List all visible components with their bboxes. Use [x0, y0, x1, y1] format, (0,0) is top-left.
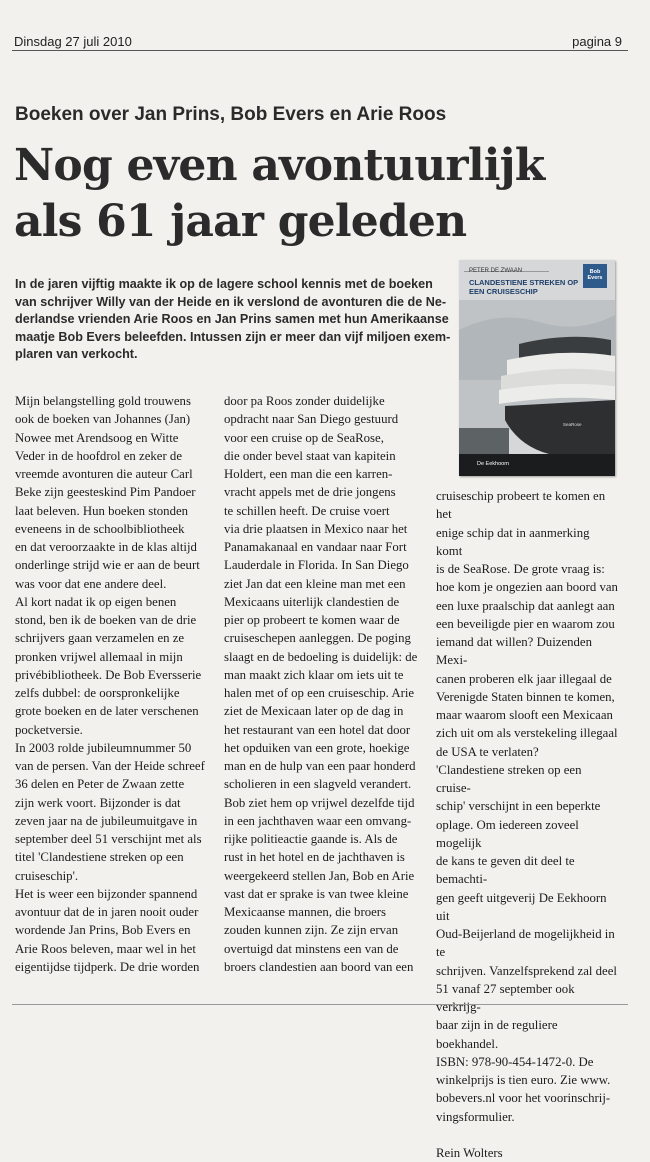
text-line: man en de hulp van een paar honderd: [224, 759, 416, 773]
text-line: vreemde avonturen die auteur Carl: [15, 467, 193, 481]
text-line: rijke politieactie gaande is. Als de: [224, 832, 398, 846]
headline-line: Nog even avontuurlijk: [14, 140, 545, 191]
ship-name: SeaRose: [563, 422, 582, 427]
text-line: ook de boeken van Johannes (Jan): [15, 412, 191, 427]
text-line: avontuur dat de in jaren nooit ouder: [15, 905, 199, 919]
text-line: cruiseschip probeert te komen en het: [436, 489, 606, 522]
text-line: Holdert, een man die een karren-: [224, 467, 393, 481]
bob-evers-logo: [583, 269, 607, 281]
text-line: Mexicaans uiterlijk clandestien de: [224, 594, 400, 609]
text-line: Oud-Beijerland de mogelijkheid in te: [436, 927, 615, 960]
text-line: onderlinge strijd wie er aan de beurt: [15, 558, 200, 573]
text-line: zijn werk voort. Bijzonder is dat: [15, 795, 181, 810]
text-line: is de SeaRose. De grote vraag is:: [436, 562, 605, 576]
book-cover-image: [459, 260, 615, 476]
text-line: vracht appels met de drie jongens: [224, 485, 396, 500]
text-line: Verenigde Staten binnen te komen,: [436, 689, 615, 704]
text-line: de kans te geven dit deel te bemachti-: [436, 854, 575, 887]
text-line: gen geeft uitgeverij De Eekhoorn uit: [436, 890, 607, 923]
text-line: pier op probeert te komen waar de: [224, 613, 400, 627]
header-page-number: pagina 9: [572, 34, 622, 49]
text-line: zeven jaar na de jubileumuitgave in: [15, 813, 198, 828]
text-line: ziet de Mexicaan later op de dag in: [224, 704, 404, 719]
text-line: canen proberen elk jaar illegaal de: [436, 671, 612, 686]
text-line: te schillen heeft. De cruise voert: [224, 503, 390, 518]
text-line: Mexicaanse mannen, die broers: [224, 905, 387, 919]
text-line: vast dat er sprake is van twee kleine: [224, 886, 409, 901]
headline-line: als 61 jaar geleden: [14, 196, 467, 247]
text-line: Nowee met Arendsoog en Witte: [15, 430, 179, 445]
author-byline: Rein Wolters: [436, 1146, 503, 1160]
text-line: rust in het hotel en de jachthaven is: [224, 850, 405, 865]
text-line: privébibliotheek. De Bob Eversserie: [15, 667, 202, 682]
text-line: eveneens in de schoolbibliotheek: [15, 521, 185, 536]
text-line: in een jachthaven waar een omvang-: [224, 813, 412, 828]
text-line: laat beleven. Hun boeken stonden: [15, 503, 189, 518]
text-line: de USA te verlaten?: [436, 744, 539, 759]
text-line: broers clandestien aan boord van een: [224, 959, 414, 974]
header-rule: [12, 50, 628, 51]
article-headline: [14, 138, 614, 250]
text-line: pocketversie.: [15, 722, 83, 737]
text-line: het opduiken van een grote, hoekige: [224, 740, 410, 755]
text-line: Mijn belangstelling gold trouwens: [15, 394, 191, 408]
text-line: 36 delen en Peter de Zwaan zette: [15, 777, 185, 792]
text-line: slaagt en de bedoeling is duidelijk: de: [224, 649, 418, 664]
text-line: zouden kunnen zijn. Ze zijn ervan: [224, 923, 399, 938]
text-line: ISBN: 978-90-454-1472-0. De: [436, 1054, 594, 1069]
text-line: overtuigd dat minstens een van de: [224, 941, 399, 956]
text-line: baar zijn in de reguliere boekhandel.: [436, 1018, 558, 1051]
text-line: een luxe praalschip dat aanlegt aan: [436, 598, 615, 613]
text-line: halen met of op een cruiseschip. Arie: [224, 686, 415, 700]
text-line: schip' verschijnt in een beperkte: [436, 799, 601, 814]
text-line: oplage. Om iedereen zoveel mogelijk: [436, 817, 579, 850]
text-line: via drie plaatsen in Mexico naar het: [224, 521, 408, 536]
text-line: Al kort nadat ik op eigen benen: [15, 594, 177, 609]
article-column-1: [15, 392, 215, 976]
text-line: het restaurant van een hotel dat door: [224, 722, 411, 737]
article-column-3: [436, 487, 618, 1162]
text-line: hoe kom je ongezien aan boord van: [436, 580, 618, 595]
text-line: ziet Jan dat een kleine man met een: [224, 576, 406, 591]
text-line: was voor dat ene andere deel.: [15, 576, 167, 591]
text-line: weergekeerd stellen Jan, Bob en Arie: [224, 868, 415, 883]
bottom-rule: [12, 1004, 628, 1005]
text-line: van de persen. Van der Heide schreef: [15, 759, 205, 773]
header-date: Dinsdag 27 juli 2010: [14, 34, 132, 49]
intro-line: plaren van verkocht.: [15, 347, 138, 361]
text-line: en dat veroorzaakte in de klas altijd: [15, 540, 197, 554]
article-kicker: Boeken over Jan Prins, Bob Evers en Arie Roos: [15, 104, 447, 125]
text-line: een beveiligde pier en waarom zou: [436, 616, 615, 631]
text-line: In 2003 rolde jubileumnummer 50: [15, 740, 192, 755]
text-line: Lauderdale in Florida. In San Diego: [224, 558, 409, 573]
text-line: Veder in de hoofdrol en zeker de: [15, 448, 182, 463]
text-line: eigentijdse tijdperk. De drie worden: [15, 959, 200, 974]
text-line: cruiseschip'.: [15, 868, 79, 883]
logo-line: Bob: [589, 269, 601, 275]
text-line: stond, ben ik de boeken van de drie: [15, 613, 197, 627]
text-line: 51 vanaf 27 september ook verkrijg-: [436, 981, 575, 1014]
text-line: Arie Roos beleven, maar wel in het: [15, 941, 196, 956]
text-line: bobevers.nl voor het voorinschrij-: [436, 1091, 611, 1106]
text-line: Bob ziet hem op vrijwel dezelfde tijd: [224, 795, 415, 810]
intro-line: maatje Bob Evers beleefden. Intussen zijn er meer dan vijf miljoen exem-: [15, 329, 451, 344]
text-line: schrijvers gaan verzamelen en ze: [15, 631, 185, 646]
text-line: enige schip dat in aanmerking komt: [436, 525, 590, 558]
text-line: vingsformulier.: [436, 1109, 515, 1124]
book-author: PETER DE ZWAAN: [469, 268, 523, 274]
text-line: die onder bevel staat van kapitein: [224, 448, 396, 463]
article-intro: [15, 276, 453, 364]
intro-line: van schrijver Willy van der Heide en ik verslond de avonturen die de Ne-: [15, 294, 447, 309]
text-line: zelfs dubbel: de oorspronkelijke: [15, 686, 180, 700]
text-line: scholieren in een slagveld verandert.: [224, 777, 412, 792]
text-line: wordende Jan Prins, Bob Evers en: [15, 923, 191, 938]
text-line: schrijven. Vanzelfsprekend zal deel: [436, 963, 617, 978]
intro-line: In de jaren vijftig maakte ik op de lagere school kennis met de boeken: [15, 277, 433, 291]
text-line: Het is weer een bijzonder spannend: [15, 886, 198, 901]
text-line: voor een cruise op de SeaRose,: [224, 430, 384, 445]
text-line: winkelprijs is tien euro. Zie www.: [436, 1073, 611, 1087]
text-line: door pa Roos zonder duidelijke: [224, 394, 385, 408]
book-title: CLANDESTIENE STREKEN OP EEN CRUISESCHIP: [469, 278, 579, 296]
book-publisher: De Eekhoorn: [477, 461, 510, 467]
text-line: cruiseschepen aanleggen. De poging: [224, 631, 411, 646]
article-column-2: [224, 392, 430, 976]
text-line: 'Clandestiene streken op een cruise-: [436, 762, 582, 795]
text-line: grote boeken en de later verschenen: [15, 704, 199, 719]
text-line: titel 'Clandestiene streken op een: [15, 850, 184, 865]
text-line: zich uit om als verstekeling illegaal: [436, 726, 618, 741]
logo-line: Evers: [587, 275, 603, 281]
text-line: man maakt zich klaar om iets uit te: [224, 667, 404, 682]
text-line: maar waarom slooft een Mexicaan: [436, 708, 613, 722]
text-line: september deel 51 verschijnt met als: [15, 832, 202, 846]
text-line: Panamakanaal en vandaar naar Fort: [224, 540, 407, 554]
text-line: [436, 1126, 618, 1144]
text-line: iemand dat willen? Duizenden Mexi-: [436, 635, 592, 668]
text-line: opdracht naar San Diego gestuurd: [224, 412, 399, 427]
text-line: Beke zijn geesteskind Pim Pandoer: [15, 485, 196, 500]
intro-line: derlandse vrienden Arie Roos en Jan Prins samen met hun Amerikaanse: [15, 312, 449, 326]
text-line: pronken vrijwel allemaal in mijn: [15, 649, 183, 664]
